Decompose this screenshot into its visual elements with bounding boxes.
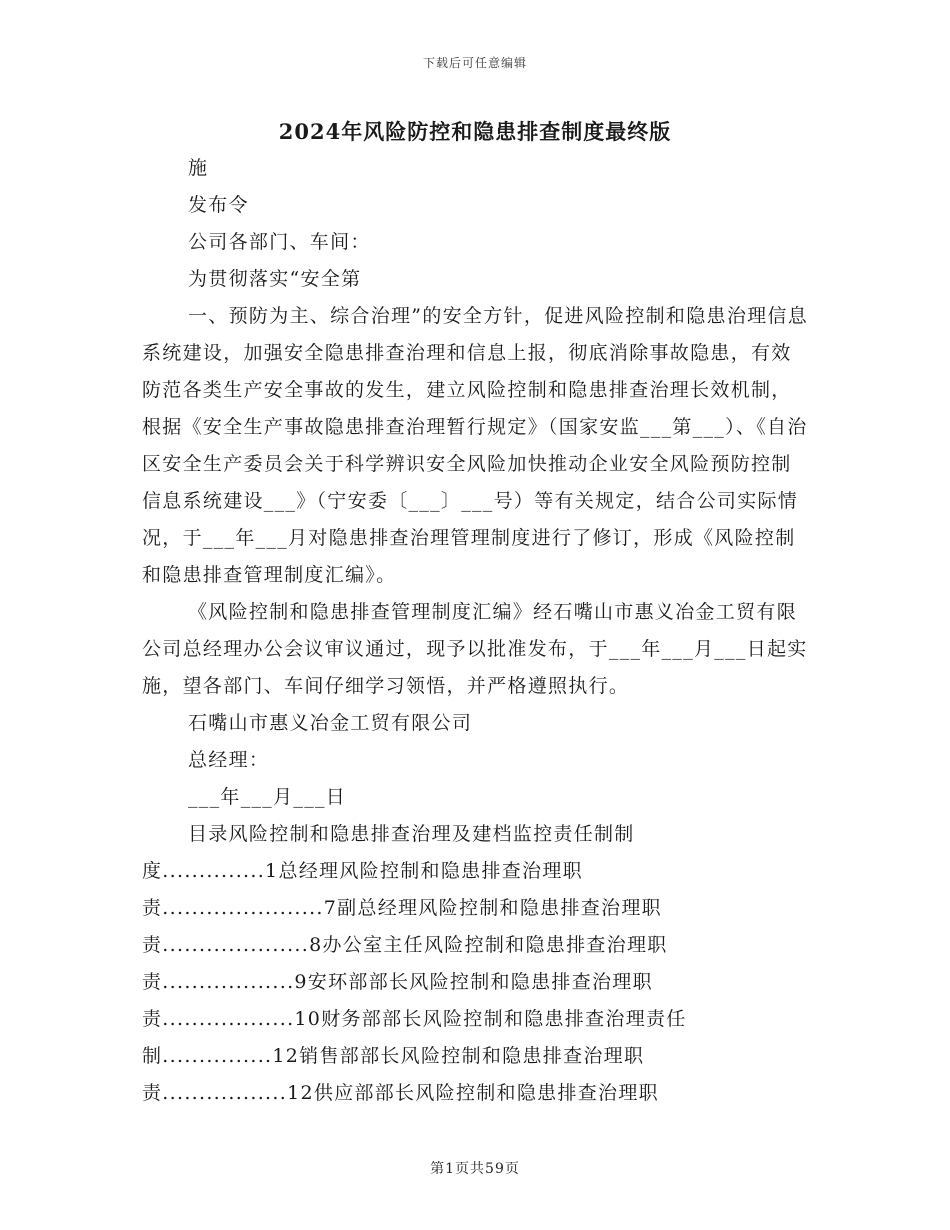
toc-line: 责....................8办公室主任风险控制和隐患排查治理职	[142, 934, 668, 956]
document-body	[142, 150, 810, 1112]
paragraph-release-order: 发布令	[188, 194, 249, 216]
page-number: 第1页共59页	[430, 1161, 520, 1177]
paragraph-shi: 施	[188, 157, 209, 179]
paragraph-toc-heading: 目录风险控制和隐患排查治理及建档监控责任制制	[188, 823, 635, 845]
toc-line: 责..................9安环部部长风险控制和隐患排查治理职	[142, 971, 653, 993]
paragraph-date: ___年___月___日	[188, 786, 347, 808]
paragraph-addressee: 公司各部门、车间：	[188, 231, 371, 253]
paragraph-approval: 《风险控制和隐患排查管理制度汇编》经石嘴山市惠义冶金工贸有限公司总经理办公会议审议通过，现予以批准发布，于___年___月___日起实施，望各部门、车间仔细学习领悟，并严格遵照执行。	[142, 601, 808, 697]
header-note: 下载后可任意编辑	[422, 56, 527, 70]
toc-line: 制...............12销售部部长风险控制和隐患排查治理职	[142, 1045, 645, 1067]
toc-line: 责.................12供应部部长风险控制和隐患排查治理职	[142, 1082, 659, 1104]
paragraph-intro: 为贯彻落实“安全第	[188, 268, 362, 290]
paragraph-policy: 一、预防为主、综合治理”的安全方针，促进风险控制和隐患治理信息系统建设，加强安全隐患排查治理和信息上报，彻底消除事故隐患，有效防范各类生产安全事故的发生，建立风险控制和隐患排查治理长效机制，根据《安全生产事故隐患排查治理暂行规定》（国家安监___第___）、《自治区安全生产委员会关于科学辨识安全风险加快推动企业安全风险预防控制信息系统建设___》（宁安委〔___〕___号）等有关规定，结合公司实际情况，于___年___月对隐患排查治理管理制度进行了修订，形成《风险控制和隐患排查管理制度汇编》。	[142, 305, 809, 586]
toc-line: 度..............1总经理风险控制和隐患排查治理职	[142, 860, 583, 882]
document-title: 2024年风险防控和隐患排查制度最终版	[278, 119, 672, 144]
paragraph-general-manager: 总经理：	[188, 749, 270, 771]
toc-line: 责......................7副总经理风险控制和隐患排查治理职	[142, 897, 662, 919]
paragraph-company-signature: 石嘴山市惠义冶金工贸有限公司	[188, 712, 473, 734]
toc-line: 责..................10财务部部长风险控制和隐患排查治理责任	[142, 1008, 687, 1030]
